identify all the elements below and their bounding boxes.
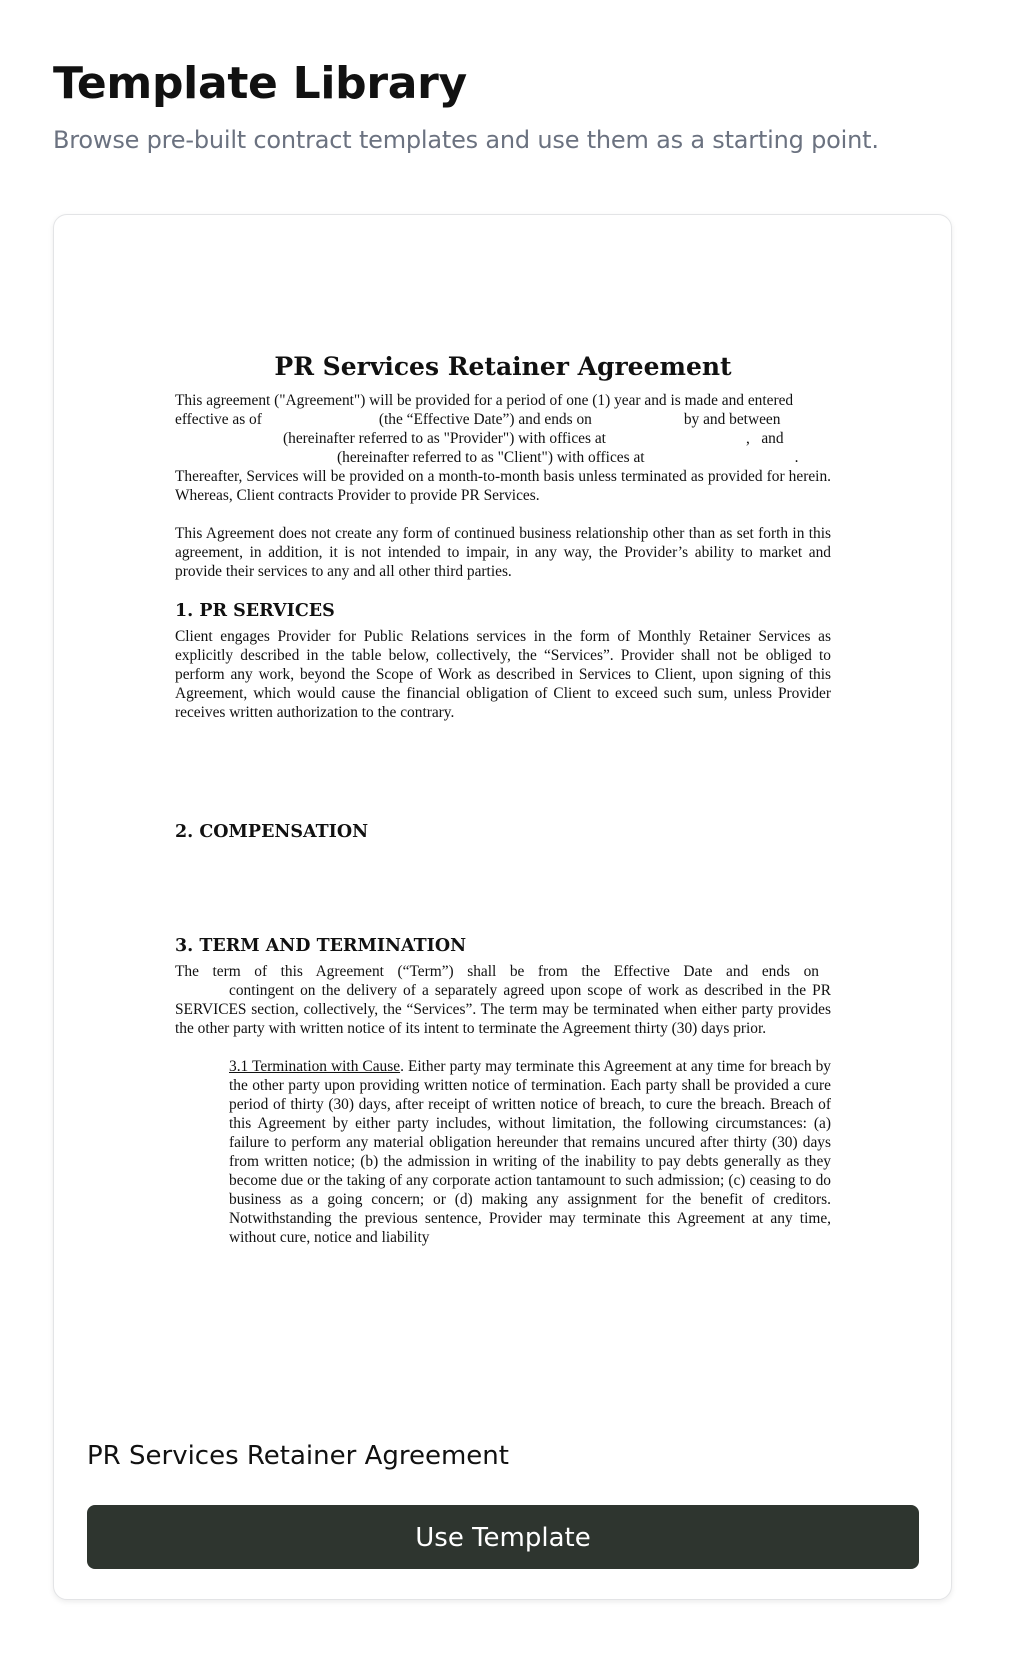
section-3-1 [229, 1057, 831, 1247]
blank-client-address [645, 448, 795, 467]
intro-line-2 [175, 410, 831, 429]
blank-end-date [592, 410, 684, 429]
page-subtitle: Browse pre-built contract templates and use them as a starting point. [53, 126, 879, 154]
intro-line-4-a: (hereinafter referred to as "Client") with offices at [337, 449, 645, 466]
intro-line-3-a: (hereinafter referred to as "Provider") with offices at [283, 430, 606, 447]
preview-title: PR Services Retainer Agreement [274, 352, 732, 381]
page-title: Template Library [53, 58, 467, 109]
intro-line-4-b: . [794, 449, 799, 466]
template-preview [175, 349, 831, 1247]
section-3-1-label: 3.1 Termination with Cause [229, 1058, 401, 1075]
blank-provider-address [606, 429, 746, 448]
intro-line-2-b: (the “Effective Date”) and ends on [378, 411, 592, 428]
intro-line-1-text: This agreement ("Agreement") will be provided for a period of one (1) year and is made and entered [175, 392, 794, 409]
intro-line-1 [175, 391, 831, 410]
intro-line-3-b: , and [745, 430, 784, 447]
section-3-heading: 3. TERM AND TERMINATION [175, 936, 467, 956]
preview-para-2: This Agreement does not create any form of continued business relationship other than as set forth in this agreement, in addition, it is not intended to impair, in any way, the Provider’s ability to market and provide their services to any and all other third parties. [175, 525, 831, 580]
section-3-line-1: The term of this Agreement (“Term”) shall be from the Effective Date and ends on [175, 963, 819, 980]
intro-line-3 [175, 429, 831, 448]
intro-line-2-c: by and between [683, 411, 781, 428]
intro-rest: Thereafter, Services will be provided on a month-to-month basis unless terminated as provided for herein. Whereas, Client contracts Provider to provide PR Services. [175, 468, 831, 504]
section-2-heading: 2. COMPENSATION [175, 822, 369, 842]
blank-client-name [175, 448, 337, 467]
section-1-body: Client engages Provider for Public Relations services in the form of Monthly Retainer Services as explicitly described in the table below, collectively, the “Services”. Provider shall not be obliged to perform any work, beyond the Scope of Work as described in Services to Client, upon signing of this Agreement, which would cause the financial obligation of Client to exceed such sum, unless Provider receives written authorization to the contrary. [175, 628, 831, 721]
intro-line-4 [175, 448, 831, 467]
template-card[interactable] [53, 214, 952, 1600]
section-3-rest [175, 981, 831, 1038]
section-3-1-body: . Either party may terminate this Agreement at any time for breach by the other party upon providing written notice of termination. Each party shall be provided a cure period of thirty (30) days, after receipt of written notice of breach, to cure the breach. Breach of this Agreement by either party includes, without limitation, the following circumstances: (a) failure to perform any material obligation hereunder that remains uncured after thirty (30) days from written notice; (b) the admission in writing of the inability to pay debts generally as they become due or the taking of any corporate action tantamount to such admission; (c) ceasing to do business as a going concern; or (d) making any assignment for the benefit of creditors. Notwithstanding the previous sentence, Provider may terminate this Agreement at any time, without cure, notice and liability [229, 1058, 831, 1246]
blank-effective-date [262, 410, 379, 429]
preview-intro [175, 391, 831, 505]
section-3-rest-text: contingent on the delivery of a separately agreed upon scope of work as described in the PR SERVICES section, collectively, the “Services”. The term may be terminated when either party provides the other party with written notice of its intent to terminate the Agreement thirty (30) days prior. [175, 982, 831, 1037]
use-template-button[interactable]: Use Template [87, 1505, 919, 1569]
template-name: PR Services Retainer Agreement [87, 1441, 509, 1471]
section-3-body [175, 962, 831, 1038]
page-header [53, 54, 973, 156]
blank-provider-name [175, 429, 283, 448]
intro-line-2-a: effective as of [175, 411, 262, 428]
section-1-heading: 1. PR SERVICES [175, 601, 335, 621]
